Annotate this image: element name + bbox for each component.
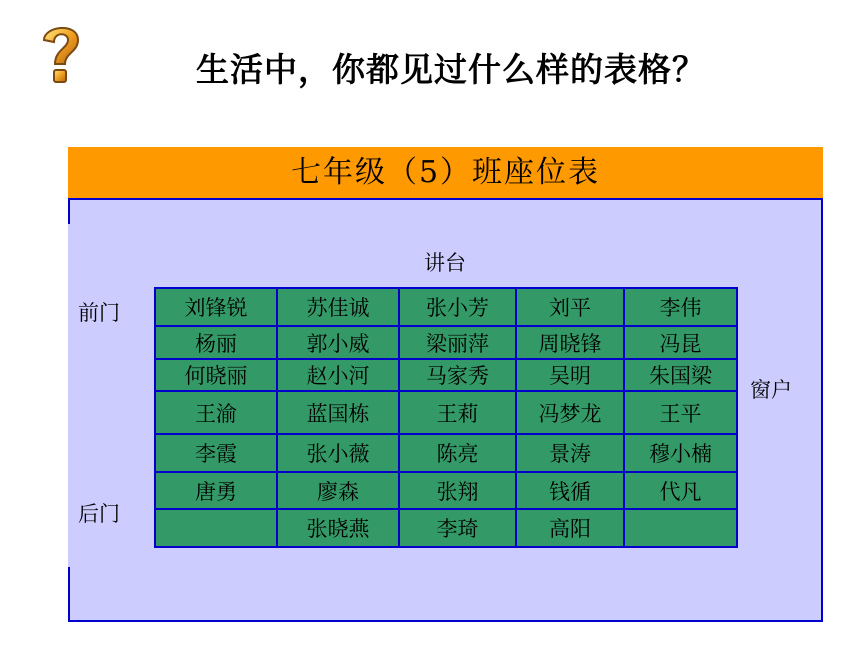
seat-row	[155, 472, 737, 509]
seat-cell: 朱国梁	[624, 359, 737, 391]
seat-cell: 张小薇	[277, 434, 399, 472]
seat-cell: 吴明	[516, 359, 624, 391]
seat-cell: 苏佳诚	[277, 288, 399, 326]
seat-cell	[624, 509, 737, 547]
seat-row	[155, 326, 737, 359]
back-door-label: 后门	[78, 502, 120, 526]
seat-cell: 赵小河	[277, 359, 399, 391]
seat-cell: 刘平	[516, 288, 624, 326]
seat-cell: 代凡	[624, 472, 737, 509]
seat-row	[155, 359, 737, 391]
seating-chart-title: 七年级（5）班座位表	[290, 155, 601, 190]
seat-cell: 周晓锋	[516, 326, 624, 359]
seat-cell: 郭小威	[277, 326, 399, 359]
seat-cell: 冯昆	[624, 326, 737, 359]
seat-cell: 陈亮	[399, 434, 516, 472]
seat-cell: 何晓丽	[155, 359, 277, 391]
frame-line	[68, 620, 823, 622]
window-label: 窗户	[750, 378, 792, 402]
seat-row	[155, 434, 737, 472]
seat-grid	[154, 287, 738, 548]
podium-label: 讲台	[424, 251, 466, 275]
seat-cell: 李伟	[624, 288, 737, 326]
seat-cell: 李琦	[399, 509, 516, 547]
seat-cell: 王平	[624, 391, 737, 434]
frame-line	[821, 198, 823, 622]
seat-cell: 刘锋锐	[155, 288, 277, 326]
seat-cell: 杨丽	[155, 326, 277, 359]
seating-chart-panel	[68, 147, 823, 622]
seat-cell: 李霞	[155, 434, 277, 472]
seat-cell: 梁丽萍	[399, 326, 516, 359]
seat-cell: 张晓燕	[277, 509, 399, 547]
question-mark-icon	[38, 20, 84, 90]
frame-line	[68, 198, 70, 224]
seating-chart-title-bar	[68, 147, 823, 198]
seat-cell: 唐勇	[155, 472, 277, 509]
seat-cell: 廖森	[277, 472, 399, 509]
seat-cell: 马家秀	[399, 359, 516, 391]
seat-cell: 王莉	[399, 391, 516, 434]
seat-cell: 张翔	[399, 472, 516, 509]
seat-cell: 王渝	[155, 391, 277, 434]
frame-line	[68, 198, 823, 200]
seat-cell: 高阳	[516, 509, 624, 547]
frame-line	[68, 567, 70, 622]
seat-cell: 景涛	[516, 434, 624, 472]
seat-cell: 穆小楠	[624, 434, 737, 472]
seat-cell: 冯梦龙	[516, 391, 624, 434]
seat-row	[155, 288, 737, 326]
seat-row	[155, 391, 737, 434]
seat-row	[155, 509, 737, 547]
seat-cell: 钱循	[516, 472, 624, 509]
front-door-label: 前门	[78, 301, 120, 325]
page-heading: 生活中，你都见过什么样的表格？	[196, 50, 706, 89]
seat-cell: 张小芳	[399, 288, 516, 326]
seat-cell: 蓝国栋	[277, 391, 399, 434]
seat-cell	[155, 509, 277, 547]
